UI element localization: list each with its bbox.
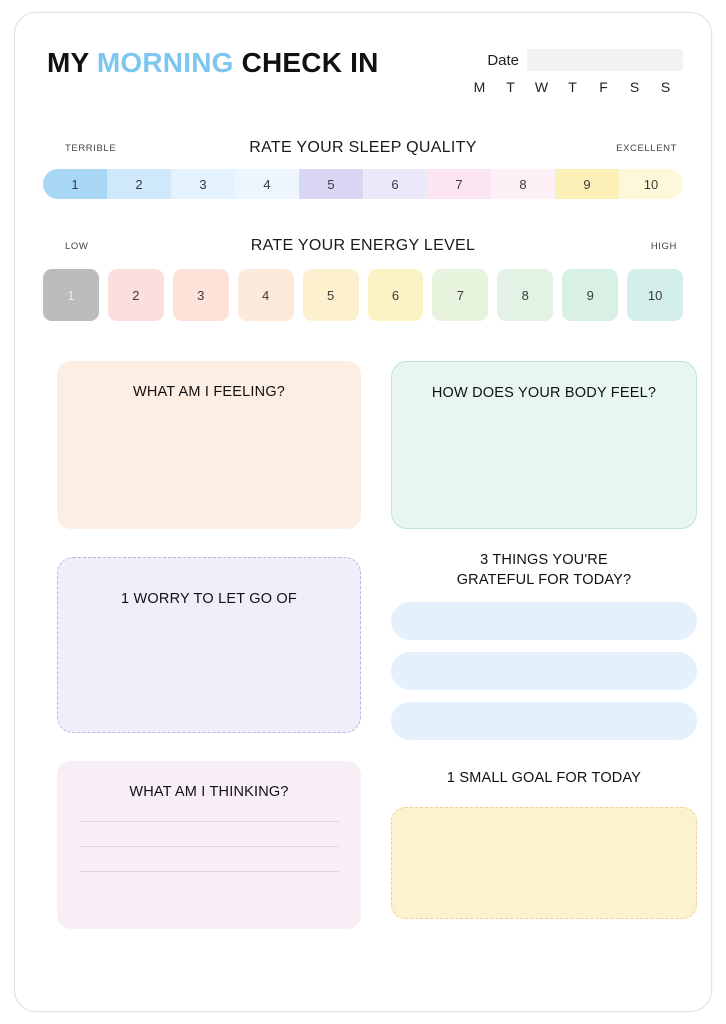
sleep-rating-2[interactable]: 2: [107, 169, 171, 199]
date-label: Date: [487, 51, 519, 69]
energy-level-section: [43, 237, 683, 321]
weekday-tuesday[interactable]: T: [506, 79, 515, 95]
sleep-rating-3[interactable]: 3: [171, 169, 235, 199]
page-header: [43, 35, 683, 107]
sleep-rating-5[interactable]: 5: [299, 169, 363, 199]
energy-rating-scale[interactable]: [43, 269, 683, 321]
prompts-grid: [43, 361, 683, 941]
energy-rating-1[interactable]: 1: [43, 269, 99, 321]
weekday-selector: [464, 79, 681, 95]
title-accent: MORNING: [96, 47, 234, 78]
goal-section: [391, 769, 697, 919]
weekday-sunday[interactable]: S: [660, 79, 671, 95]
sleep-section-title: RATE YOUR SLEEP QUALITY: [249, 139, 477, 156]
sleep-quality-section: [43, 139, 683, 199]
grateful-title-line-1: 3 THINGS YOU'RE: [480, 552, 608, 568]
date-row: [487, 49, 683, 71]
goal-input-box[interactable]: [391, 807, 697, 919]
title-part-2: CHECK IN: [233, 47, 379, 78]
card-what-am-i-feeling[interactable]: [57, 361, 361, 529]
card-what-am-i-thinking[interactable]: [57, 761, 361, 929]
energy-rating-6[interactable]: 6: [368, 269, 424, 321]
energy-high-label: HIGH: [650, 241, 677, 252]
energy-rating-2[interactable]: 2: [108, 269, 164, 321]
grateful-section: [391, 551, 697, 740]
energy-rating-5[interactable]: 5: [303, 269, 359, 321]
card-worry-to-let-go[interactable]: [57, 557, 361, 733]
sleep-rating-4[interactable]: 4: [235, 169, 299, 199]
energy-rating-10[interactable]: 10: [627, 269, 683, 321]
energy-rating-7[interactable]: 7: [432, 269, 488, 321]
sleep-rating-7[interactable]: 7: [427, 169, 491, 199]
card-title-feeling: WHAT AM I FEELING?: [132, 384, 286, 400]
sleep-low-label: TERRIBLE: [65, 143, 117, 154]
energy-section-title: RATE YOUR ENERGY LEVEL: [250, 237, 476, 254]
energy-rating-4[interactable]: 4: [238, 269, 294, 321]
grateful-input-1[interactable]: [391, 602, 697, 640]
grateful-input-2[interactable]: [391, 652, 697, 690]
energy-low-label: LOW: [65, 241, 89, 252]
energy-rating-3[interactable]: 3: [173, 269, 229, 321]
card-title-goal: 1 SMALL GOAL FOR TODAY: [446, 770, 642, 786]
energy-rating-9[interactable]: 9: [562, 269, 618, 321]
thinking-line-2: [79, 846, 339, 847]
worksheet-page: [14, 12, 712, 1012]
weekday-friday[interactable]: F: [599, 79, 608, 95]
sleep-rating-10[interactable]: 10: [619, 169, 683, 199]
card-how-does-your-body-feel[interactable]: [391, 361, 697, 529]
weekday-monday[interactable]: M: [473, 79, 486, 95]
weekday-saturday[interactable]: S: [629, 79, 640, 95]
weekday-wednesday[interactable]: W: [534, 79, 549, 95]
thinking-line-1: [79, 821, 339, 822]
sleep-high-label: EXCELLENT: [616, 143, 677, 154]
grateful-input-3[interactable]: [391, 702, 697, 740]
energy-rating-8[interactable]: 8: [497, 269, 553, 321]
sleep-rating-1[interactable]: 1: [43, 169, 107, 199]
card-title-grateful: [391, 551, 697, 590]
page-title: [47, 47, 379, 79]
sleep-rating-8[interactable]: 8: [491, 169, 555, 199]
grateful-title-line-2: GRATEFUL FOR TODAY?: [456, 571, 632, 588]
sleep-rating-scale[interactable]: [43, 169, 683, 199]
sleep-rating-9[interactable]: 9: [555, 169, 619, 199]
card-title-body: HOW DOES YOUR BODY FEEL?: [431, 385, 657, 401]
date-input[interactable]: [527, 49, 683, 71]
card-title-worry: 1 WORRY TO LET GO OF: [121, 591, 297, 607]
thinking-line-3: [79, 871, 339, 872]
card-title-thinking: WHAT AM I THINKING?: [129, 784, 289, 800]
thinking-write-lines: [79, 821, 339, 872]
sleep-rating-6[interactable]: 6: [363, 169, 427, 199]
weekday-thursday[interactable]: T: [568, 79, 577, 95]
title-part-1: MY: [47, 47, 97, 78]
